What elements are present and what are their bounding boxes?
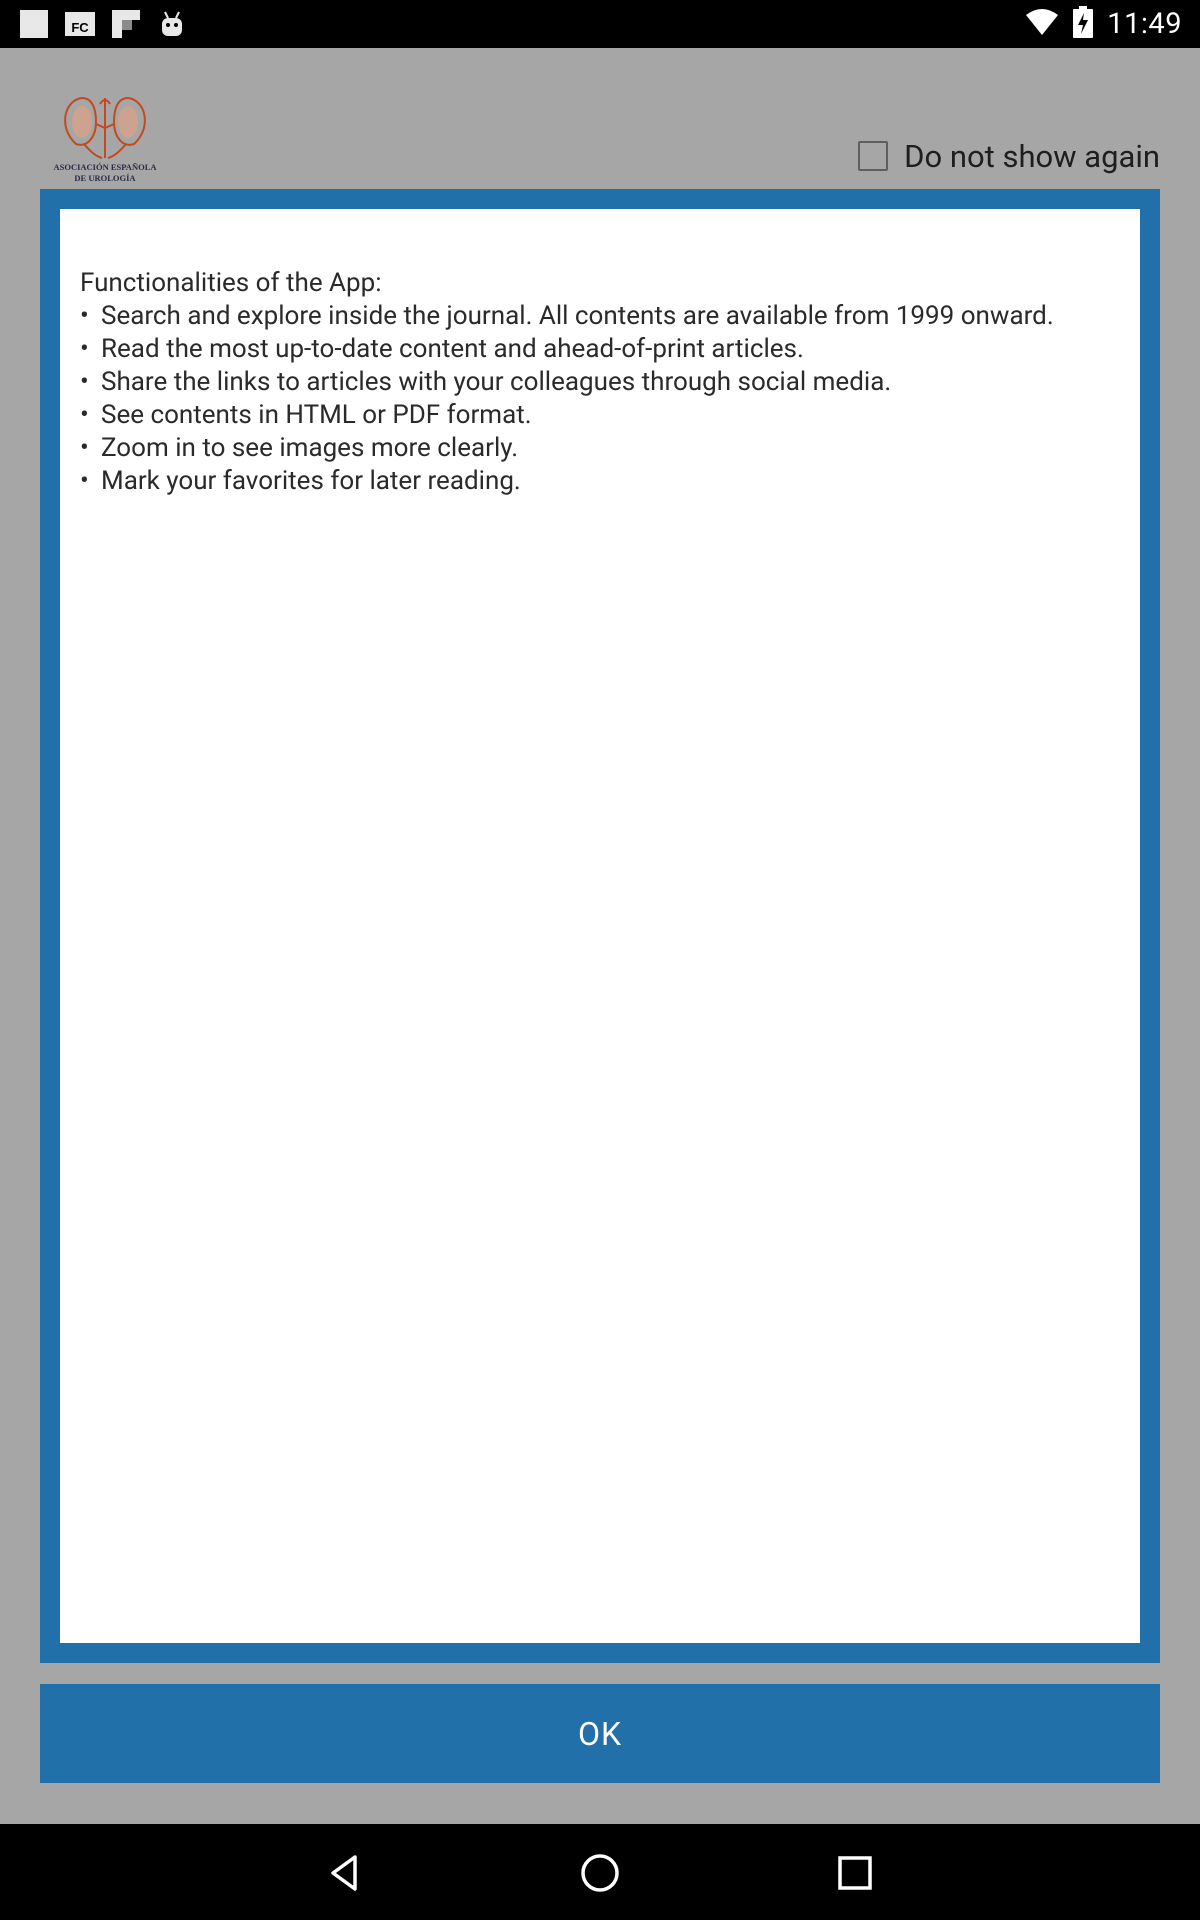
- battery-charging-icon: [1073, 6, 1093, 42]
- recents-icon[interactable]: [830, 1848, 880, 1898]
- back-icon[interactable]: [320, 1848, 370, 1898]
- content-panel[interactable]: [60, 209, 1140, 1643]
- notification-icons: [18, 8, 188, 40]
- notification-blank-icon: [18, 8, 50, 40]
- feature-item-search: • Search and explore inside the journal. All contents are available from 1999 onward.: [80, 300, 1120, 333]
- features-list: [80, 300, 1120, 498]
- feature-item-formats: • See contents in HTML or PDF format.: [80, 399, 1120, 432]
- do-not-show-again-label: Do not show again: [904, 137, 1160, 175]
- fc-app-icon: [64, 8, 96, 40]
- home-icon[interactable]: [575, 1848, 625, 1898]
- do-not-show-again-toggle[interactable]: [858, 136, 1160, 176]
- android-debug-icon: [156, 8, 188, 40]
- feature-item-share: • Share the links to articles with your colleagues through social media.: [80, 366, 1120, 399]
- content-frame: [40, 189, 1160, 1663]
- navigation-bar: [0, 1824, 1200, 1920]
- ok-button[interactable]: OK: [40, 1684, 1160, 1783]
- logo-text-line1: ASOCIACIÓN ESPAÑOLA: [53, 162, 157, 172]
- do-not-show-again-checkbox[interactable]: [858, 141, 888, 171]
- system-icons: [1025, 0, 1182, 48]
- features-heading: Functionalities of the App:: [80, 268, 382, 298]
- status-bar: [0, 0, 1200, 48]
- feature-item-latest: • Read the most up-to-date content and ahead-of-print articles.: [80, 333, 1120, 366]
- flipboard-icon: [110, 8, 142, 40]
- feature-item-favorites: • Mark your favorites for later reading.: [80, 465, 1120, 498]
- feature-item-zoom: • Zoom in to see images more clearly.: [80, 432, 1120, 465]
- logo-text-line2: DE UROLOGÍA: [74, 173, 136, 183]
- aeu-logo: [46, 88, 164, 184]
- svg-text:FC: FC: [71, 20, 89, 35]
- clock-time: 11:49: [1107, 7, 1182, 41]
- wifi-icon: [1025, 7, 1059, 41]
